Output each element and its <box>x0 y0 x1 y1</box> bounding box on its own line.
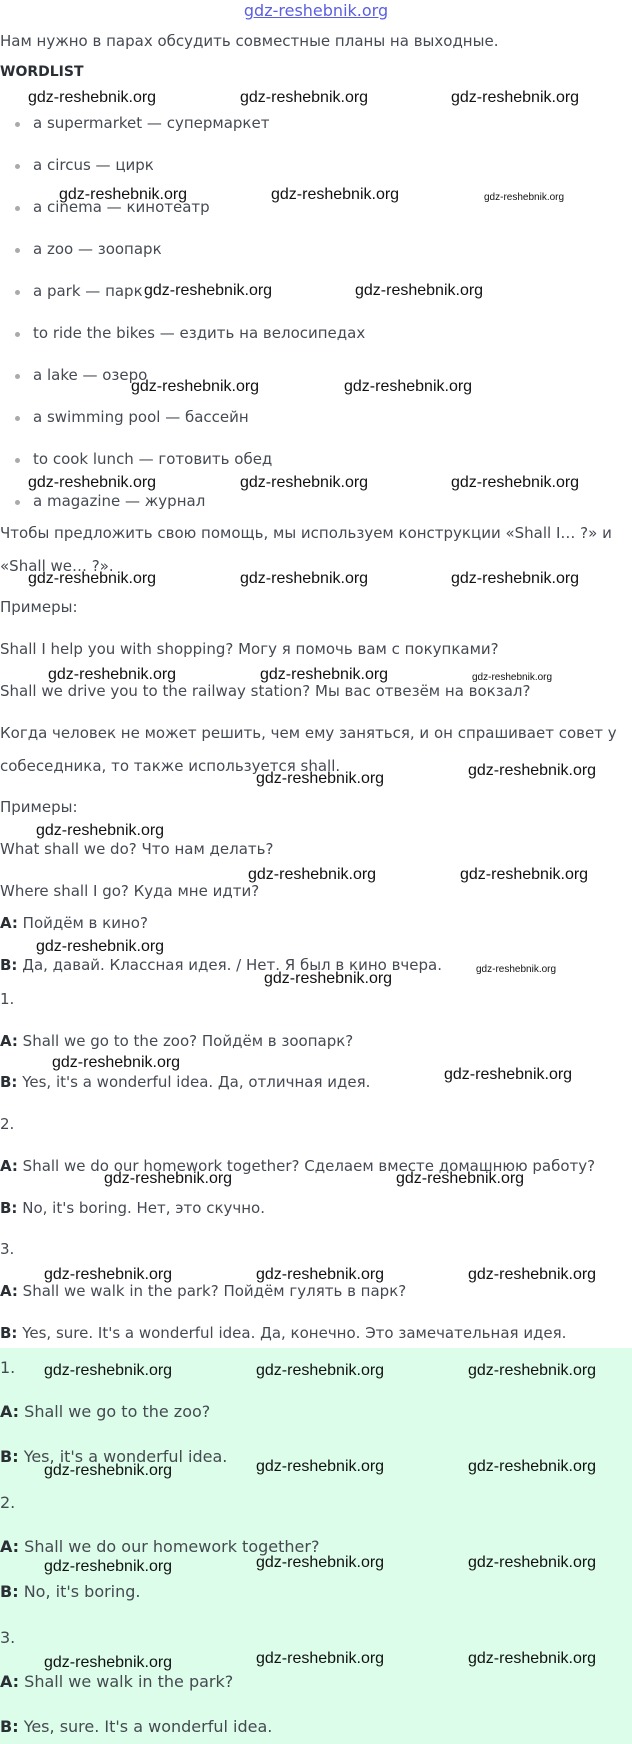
dialog-line <box>0 1282 406 1300</box>
examples-label: Примеры: <box>0 598 78 616</box>
watermark: gdz-reshebnik.org <box>468 1266 597 1283</box>
watermark: gdz-reshebnik.org <box>44 1266 173 1283</box>
watermark: gdz-reshebnik.org <box>44 1462 173 1479</box>
watermark: gdz-reshebnik.org <box>271 186 400 203</box>
dialog-text: Yes, sure. It's a wonderful idea. Да, конечно. Это замечательная идея. <box>22 1324 567 1342</box>
dialog-text: Yes, it's a wonderful idea. Да, отличная идея. <box>22 1073 371 1091</box>
watermark: gdz-reshebnik.org <box>256 770 385 787</box>
speaker-label: B: <box>0 1582 19 1601</box>
dialog-text: No, it's boring. Нет, это скучно. <box>22 1199 266 1217</box>
watermark: gdz-reshebnik.org <box>451 474 580 491</box>
watermark: gdz-reshebnik.org <box>36 822 165 839</box>
explanation-line: собеседника, то также используется shall. <box>0 757 341 775</box>
bullet-icon <box>15 122 20 127</box>
watermark: gdz-reshebnik.org <box>44 1558 173 1575</box>
watermark: gdz-reshebnik.org <box>240 570 369 587</box>
watermark: gdz-reshebnik.org <box>256 1266 385 1283</box>
answer-text: No, it's boring. <box>23 1582 141 1601</box>
answer-number: 3. <box>0 1628 16 1647</box>
bullet-icon <box>15 290 20 295</box>
bullet-icon <box>15 332 20 337</box>
watermark: gdz-reshebnik.org <box>451 89 580 106</box>
watermark: gdz-reshebnik.org <box>44 1654 173 1671</box>
list-item: a zoo — зоопарк <box>33 240 162 258</box>
explanation-line: Чтобы предложить свою помощь, мы используем конструкции «Shall I… ?» и <box>0 524 612 542</box>
watermark: gdz-reshebnik.org <box>451 570 580 587</box>
speaker-label: B: <box>0 1717 19 1736</box>
dialog-text: Да, давай. Классная идея. / Нет. Я был в кино вчера. <box>22 956 442 974</box>
dialog-line <box>0 1324 566 1342</box>
speaker-label: A: <box>0 1282 18 1300</box>
watermark: gdz-reshebnik.org <box>472 672 553 683</box>
watermark: gdz-reshebnik.org <box>59 186 188 203</box>
answer-line <box>0 1672 233 1691</box>
list-item: a swimming pool — бассейн <box>33 408 249 426</box>
list-item: a cinema — кинотеатр <box>33 198 210 216</box>
watermark: gdz-reshebnik.org <box>28 89 157 106</box>
watermark: gdz-reshebnik.org <box>484 192 565 203</box>
answer-text: Shall we go to the zoo? <box>24 1402 211 1421</box>
watermark: gdz-reshebnik.org <box>468 1458 597 1475</box>
watermark: gdz-reshebnik.org <box>144 282 273 299</box>
watermark: gdz-reshebnik.org <box>240 89 369 106</box>
answer-text: Yes, sure. It's a wonderful idea. <box>23 1717 273 1736</box>
watermark: gdz-reshebnik.org <box>52 1054 181 1071</box>
bullet-icon <box>15 206 20 211</box>
speaker-label: A: <box>0 1402 20 1421</box>
answer-text: Yes, it's a wonderful idea. <box>23 1447 228 1466</box>
examples-label: Примеры: <box>0 798 78 816</box>
list-item: a magazine — журнал <box>33 492 206 510</box>
watermark: gdz-reshebnik.org <box>256 1362 385 1379</box>
watermark: gdz-reshebnik.org <box>256 1554 385 1571</box>
speaker-label: B: <box>0 1073 18 1091</box>
watermark: gdz-reshebnik.org <box>355 282 484 299</box>
bullet-icon <box>15 416 20 421</box>
watermark: gdz-reshebnik.org <box>256 1650 385 1667</box>
dialog-text: Shall we go to the zoo? Пойдём в зоопарк? <box>22 1032 354 1050</box>
speaker-label: B: <box>0 956 18 974</box>
watermark: gdz-reshebnik.org <box>444 1066 573 1083</box>
dialog-line <box>0 1199 265 1217</box>
watermark: gdz-reshebnik.org <box>396 1170 525 1187</box>
answer-number: 1. <box>0 1358 16 1377</box>
watermark: gdz-reshebnik.org <box>104 1170 233 1187</box>
dialog-number: 3. <box>0 1240 15 1258</box>
watermark: gdz-reshebnik.org <box>260 666 389 683</box>
speaker-label: A: <box>0 1032 18 1050</box>
watermark: gdz-reshebnik.org <box>344 378 473 395</box>
watermark: gdz-reshebnik.org <box>476 964 557 975</box>
watermark: gdz-reshebnik.org <box>248 866 377 883</box>
example-line: Shall I help you with shopping? Могу я помочь вам с покупками? <box>0 640 499 658</box>
speaker-label: A: <box>0 1537 20 1556</box>
bullet-icon <box>15 458 20 463</box>
dialog-text: Shall we do our homework together? Сделаем вместе домашнюю работу? <box>22 1157 596 1175</box>
bullet-icon <box>15 164 20 169</box>
dialog-line <box>0 914 148 932</box>
watermark: gdz-reshebnik.org <box>468 762 597 779</box>
watermark: gdz-reshebnik.org <box>240 474 369 491</box>
bullet-icon <box>15 374 20 379</box>
list-item: to ride the bikes — ездить на велосипедах <box>33 324 366 342</box>
speaker-label: A: <box>0 1672 20 1691</box>
dialog-line <box>0 1032 353 1050</box>
speaker-label: A: <box>0 914 18 932</box>
list-item: a park — парк <box>33 282 143 300</box>
watermark: gdz-reshebnik.org <box>264 970 393 987</box>
dialog-text: Shall we walk in the park? Пойдём гулять в парк? <box>22 1282 407 1300</box>
explanation-line: «Shall we… ?». <box>0 557 114 575</box>
list-item: a lake — озеро <box>33 366 148 384</box>
example-line: What shall we do? Что нам делать? <box>0 840 274 858</box>
watermark: gdz-reshebnik.org <box>48 666 177 683</box>
answer-line <box>0 1717 272 1736</box>
answer-text: Shall we do our homework together? <box>24 1537 320 1556</box>
dialog-line <box>0 1073 370 1091</box>
answer-number: 2. <box>0 1493 16 1512</box>
watermark: gdz-reshebnik.org <box>36 938 165 955</box>
answer-text: Shall we walk in the park? <box>24 1672 234 1691</box>
dialog-number: 1. <box>0 990 15 1008</box>
watermark: gdz-reshebnik.org <box>460 866 589 883</box>
bullet-icon <box>15 500 20 505</box>
list-item: a circus — цирк <box>33 156 154 174</box>
list-item: a supermarket — супермаркет <box>33 114 270 132</box>
watermark: gdz-reshebnik.org <box>256 1458 385 1475</box>
watermark: gdz-reshebnik.org <box>468 1650 597 1667</box>
watermark: gdz-reshebnik.org <box>28 570 157 587</box>
list-item: to cook lunch — готовить обед <box>33 450 273 468</box>
wordlist-heading: WORDLIST <box>0 64 84 80</box>
dialog-text: Пойдём в кино? <box>22 914 148 932</box>
speaker-label: B: <box>0 1324 18 1342</box>
watermark: gdz-reshebnik.org <box>468 1554 597 1571</box>
watermark: gdz-reshebnik.org <box>131 378 260 395</box>
watermark: gdz-reshebnik.org <box>28 474 157 491</box>
intro-text: Нам нужно в парах обсудить совместные планы на выходные. <box>0 32 499 50</box>
speaker-label: B: <box>0 1199 18 1217</box>
answer-line <box>0 1582 141 1601</box>
example-line: Shall we drive you to the railway station? Мы вас отвезём на вокзал? <box>0 682 531 700</box>
site-link[interactable]: gdz-reshebnik.org <box>243 1 389 20</box>
explanation-line: Когда человек не может решить, чем ему заняться, и он спрашивает совет у <box>0 724 617 742</box>
speaker-label: B: <box>0 1447 19 1466</box>
bullet-icon <box>15 248 20 253</box>
example-line: Where shall I go? Куда мне идти? <box>0 882 260 900</box>
dialog-number: 2. <box>0 1115 15 1133</box>
watermark: gdz-reshebnik.org <box>44 1362 173 1379</box>
answer-line <box>0 1402 210 1421</box>
speaker-label: A: <box>0 1157 18 1175</box>
watermark: gdz-reshebnik.org <box>468 1362 597 1379</box>
